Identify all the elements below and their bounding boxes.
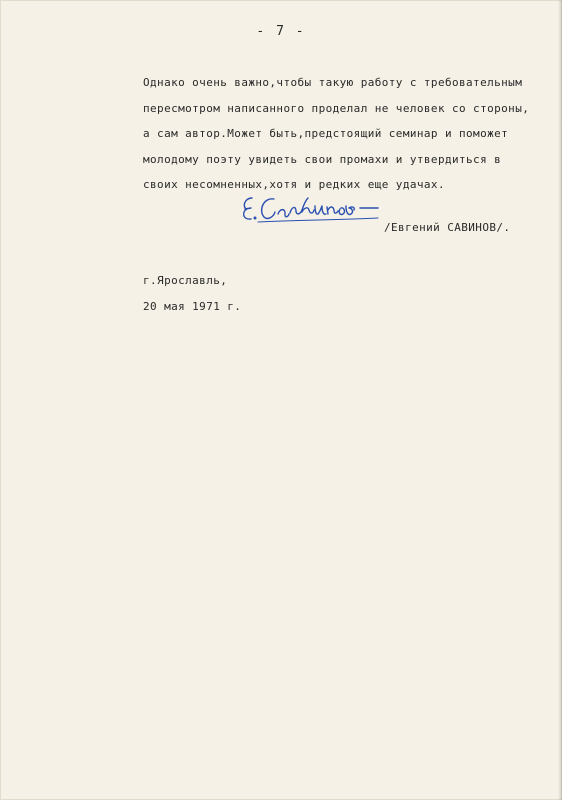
place-and-date: [143, 268, 241, 320]
page-number: - 7 -: [256, 24, 306, 39]
body-line: Однако очень важно,чтобы такую работу с требовательным: [143, 76, 523, 89]
date: 20 мая 1971 г.: [143, 300, 242, 313]
place: г.Ярославль,: [143, 274, 228, 287]
signer-name: /Евгений САВИНОВ/.: [384, 221, 511, 234]
body-line: пересмотром написанного проделал не человек со стороны,: [143, 101, 530, 115]
body-paragraph: [143, 70, 562, 198]
handwritten-signature: [238, 190, 398, 226]
body-line: а сам автор.Может быть,предстоящий семинар и поможет: [143, 127, 509, 140]
body-line: своих несомненных,хотя и редких еще удачах.: [143, 178, 445, 191]
page-edge-shadow: [558, 0, 562, 800]
body-line: молодому поэту увидеть свои промахи и утвердиться в: [143, 152, 502, 166]
